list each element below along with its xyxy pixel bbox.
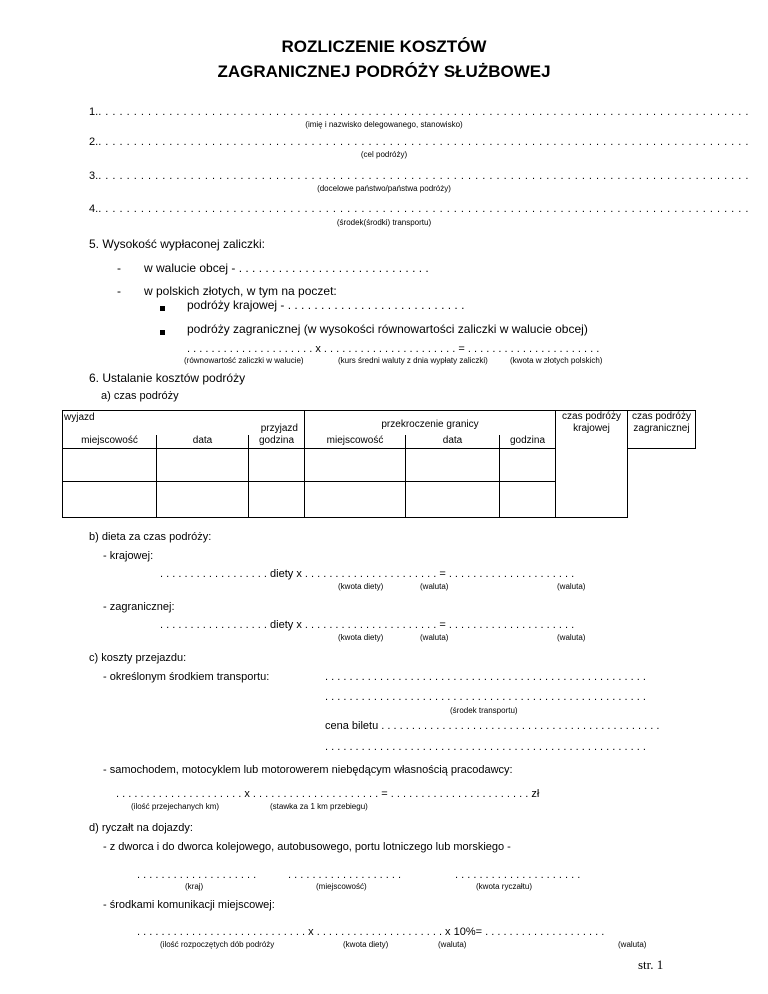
field-number: 4. (89, 203, 99, 215)
caption-diet-amount: (kwota diety) (343, 940, 389, 949)
table-cell[interactable] (500, 449, 556, 482)
diet-foreign-field[interactable]: . . . . . . . . . . . . . . . . . . diety x . . . . . . . . . . . . . . . . . . . . . . = . . . . . . . . . . . . . . . . . . . . . (160, 619, 575, 631)
caption-city: (miejscowość) (316, 882, 367, 891)
table-cell[interactable] (500, 482, 556, 518)
table-cell[interactable] (305, 449, 406, 482)
caption-currency: (waluta) (438, 940, 467, 949)
local-calc-field[interactable]: . . . . . . . . . . . . . . . . . . . . . . . . . . . . x . . . . . . . . . . . . . . . . . . . . . x 10%= . . . . . . . . . . . . . . . . . . . . (137, 926, 605, 938)
caption-currency: (waluta) (557, 582, 586, 591)
field-number: 1. (89, 106, 99, 118)
dash: - (117, 261, 121, 275)
document-subtitle: ZAGRANICZNEJ PODRÓŻY SŁUŻBOWEJ (217, 62, 551, 81)
costs-sub-a: a) czas podróży (101, 390, 179, 402)
station-label: - z dworca i do dworca kolejowego, autobusowego, portu lotniczego lub morskiego - (103, 841, 511, 853)
transport-extra-field[interactable]: . . . . . . . . . . . . . . . . . . . . . . . . . . . . . . . . . . . . . . . . . . . . . . . . . . . . . (325, 741, 646, 753)
diet-domestic-field[interactable]: . . . . . . . . . . . . . . . . . . diety x . . . . . . . . . . . . . . . . . . . . . . = . . . . . . . . . . . . . . . . . . . . . (160, 568, 575, 580)
city-field[interactable]: . . . . . . . . . . . . . . . . . . . (288, 869, 402, 881)
travel-time-table (62, 410, 696, 518)
col-miejscowosc-2: miejscowość (305, 435, 406, 449)
car-label: - samochodem, motocyklem lub motorowerem niebędącym własnością pracodawcy: (103, 764, 513, 776)
field-number: 3. (89, 170, 99, 182)
field-dots: . . . . . . . . . . . . . . . . . . . . . . . . . . . . . . . . . . . . . . . . . . . . . . . . . . . . . . . . . . . . . . . . . . . . . . . . . . . . . . . . . . . . . . . . . . . . (98, 136, 749, 148)
field-number: 2. (89, 136, 99, 148)
advance-caption-rate: (kurs średni waluty z dnia wypłaty zaliczki) (338, 356, 488, 365)
table-cell[interactable] (63, 449, 157, 482)
wyjazd-przyjazd-header (63, 411, 305, 435)
table-blank (628, 449, 696, 518)
field-1-row[interactable] (89, 106, 749, 118)
table-cell[interactable] (249, 482, 305, 518)
advance-heading: 5. Wysokość wypłaconej zaliczki: (89, 237, 265, 251)
caption-diet-amount: (kwota diety) (338, 582, 384, 591)
lump-heading: d) ryczałt na dojazdy: (89, 822, 193, 834)
transport-means-field-1[interactable]: . . . . . . . . . . . . . . . . . . . . . . . . . . . . . . . . . . . . . . . . . . . . . . . . . . . . . (325, 671, 646, 683)
page-number: str. 1 (638, 957, 664, 972)
caption-country: (kraj) (185, 882, 204, 891)
transport-caption: (środek transportu) (450, 706, 518, 715)
advance-caption-pln: (kwota w złotych polskich) (510, 356, 603, 365)
abroad-time-header: czas podróży zagranicznej (628, 411, 696, 449)
caption-currency: (waluta) (618, 940, 647, 949)
field-3-row[interactable] (89, 170, 749, 182)
lump-amount-field[interactable]: . . . . . . . . . . . . . . . . . . . . . (455, 869, 581, 881)
caption-lump-amount: (kwota ryczałtu) (476, 882, 533, 891)
domestic-time-header: czas podróży krajowej (556, 411, 628, 518)
car-caption-rate: (stawka za 1 km przebiegu) (270, 802, 368, 811)
caption-currency: (waluta) (420, 582, 449, 591)
advance-abroad-label: podróży zagranicznej (w wysokości równowartości zaliczki w walucie obcej) (187, 322, 588, 336)
local-transport-label: - środkami komunikacji miejscowej: (103, 899, 275, 911)
caption-currency: (waluta) (557, 633, 586, 642)
caption-diet-amount: (kwota diety) (338, 633, 384, 642)
table-cell[interactable] (305, 482, 406, 518)
car-calc-field[interactable]: . . . . . . . . . . . . . . . . . . . . . x . . . . . . . . . . . . . . . . . . . . . = . . . . . . . . . . . . . . . . . . . . . . . zł (116, 788, 540, 800)
field-3-caption: (docelowe państwo/państwa podróży) (317, 184, 451, 193)
bullet-square-icon (160, 324, 165, 342)
bullet-square-icon (160, 300, 165, 318)
field-1-caption: (imię i nazwisko delegowanego, stanowisko) (305, 120, 463, 129)
col-data-1: data (157, 435, 249, 449)
advance-caption-equivalent: (równowartość zaliczki w walucie) (184, 356, 304, 365)
table-cell[interactable] (157, 449, 249, 482)
advance-pln-label: w polskich złotych, w tym na poczet: (144, 284, 337, 298)
table-cell[interactable] (63, 482, 157, 518)
field-4-caption: (środek(środki) transportu) (336, 218, 432, 227)
field-dots: . . . . . . . . . . . . . . . . . . . . . . . . . . . . . . . . . . . . . . . . . . . . . . . . . . . . . . . . . . . . . . . . . . . . . . . . . . . . . . . . . . . . . . . . . . . . (98, 203, 749, 215)
costs-heading: 6. Ustalanie kosztów podróży (89, 371, 246, 385)
diet-foreign-label: - zagranicznej: (103, 601, 175, 613)
transport-heading: c) koszty przejazdu: (89, 652, 187, 664)
dash: - (117, 284, 121, 298)
field-2-row[interactable] (89, 136, 749, 148)
document-title: ROZLICZENIE KOSZTÓW (281, 37, 487, 56)
diet-heading: b) dieta za czas podróży: (89, 531, 212, 543)
field-4-row[interactable] (89, 203, 749, 215)
col-godzina-1: godzina (249, 435, 305, 449)
table-cell[interactable] (157, 482, 249, 518)
field-2-caption: (cel podróży) (360, 150, 408, 159)
field-dots: . . . . . . . . . . . . . . . . . . . . . . . . . . . . . . . . . . . . . . . . . . . . . . . . . . . . . . . . . . . . . . . . . . . . . . . . . . . . . . . . . . . . . . . . . . . . (98, 170, 749, 182)
advance-domestic-field[interactable]: podróży krajowej - . . . . . . . . . . . . . . . . . . . . . . . . . . . (187, 298, 465, 312)
wyjazd-label: wyjazd (64, 412, 95, 423)
col-godzina-2: godzina (500, 435, 556, 449)
przyjazd-label: przyjazd (260, 423, 298, 434)
field-dots: . . . . . . . . . . . . . . . . . . . . . . . . . . . . . . . . . . . . . . . . . . . . . . . . . . . . . . . . . . . . . . . . . . . . . . . . . . . . . . . . . . . . . . . . . . . . (98, 106, 749, 118)
diet-domestic-label: - krajowej: (103, 550, 154, 562)
ticket-price-field[interactable]: cena biletu . . . . . . . . . . . . . . . . . . . . . . . . . . . . . . . . . . . . . . . . . . . . . . (325, 720, 660, 732)
table-cell[interactable] (249, 449, 305, 482)
transport-means-label: - określonym środkiem transportu: (103, 671, 270, 683)
caption-currency: (waluta) (420, 633, 449, 642)
table-cell[interactable] (406, 482, 500, 518)
transport-means-field-2[interactable]: . . . . . . . . . . . . . . . . . . . . . . . . . . . . . . . . . . . . . . . . . . . . . . . . . . . . . (325, 691, 646, 703)
col-miejscowosc-1: miejscowość (63, 435, 157, 449)
border-crossing-header: przekroczenie granicy (305, 411, 556, 435)
table-cell[interactable] (406, 449, 500, 482)
car-caption-km: (ilość przejechanych km) (131, 802, 220, 811)
col-data-2: data (406, 435, 500, 449)
advance-foreign-field[interactable]: w walucie obcej - . . . . . . . . . . . . . . . . . . . . . . . . . . . . . (144, 261, 429, 275)
advance-calc-field[interactable]: . . . . . . . . . . . . . . . . . . . . . x . . . . . . . . . . . . . . . . . . . . . . = . . . . . . . . . . . . . . . . . . . . . . (187, 343, 600, 355)
caption-days: (ilość rozpoczętych dób podróży (160, 940, 275, 949)
country-field[interactable]: . . . . . . . . . . . . . . . . . . . . (137, 869, 257, 881)
